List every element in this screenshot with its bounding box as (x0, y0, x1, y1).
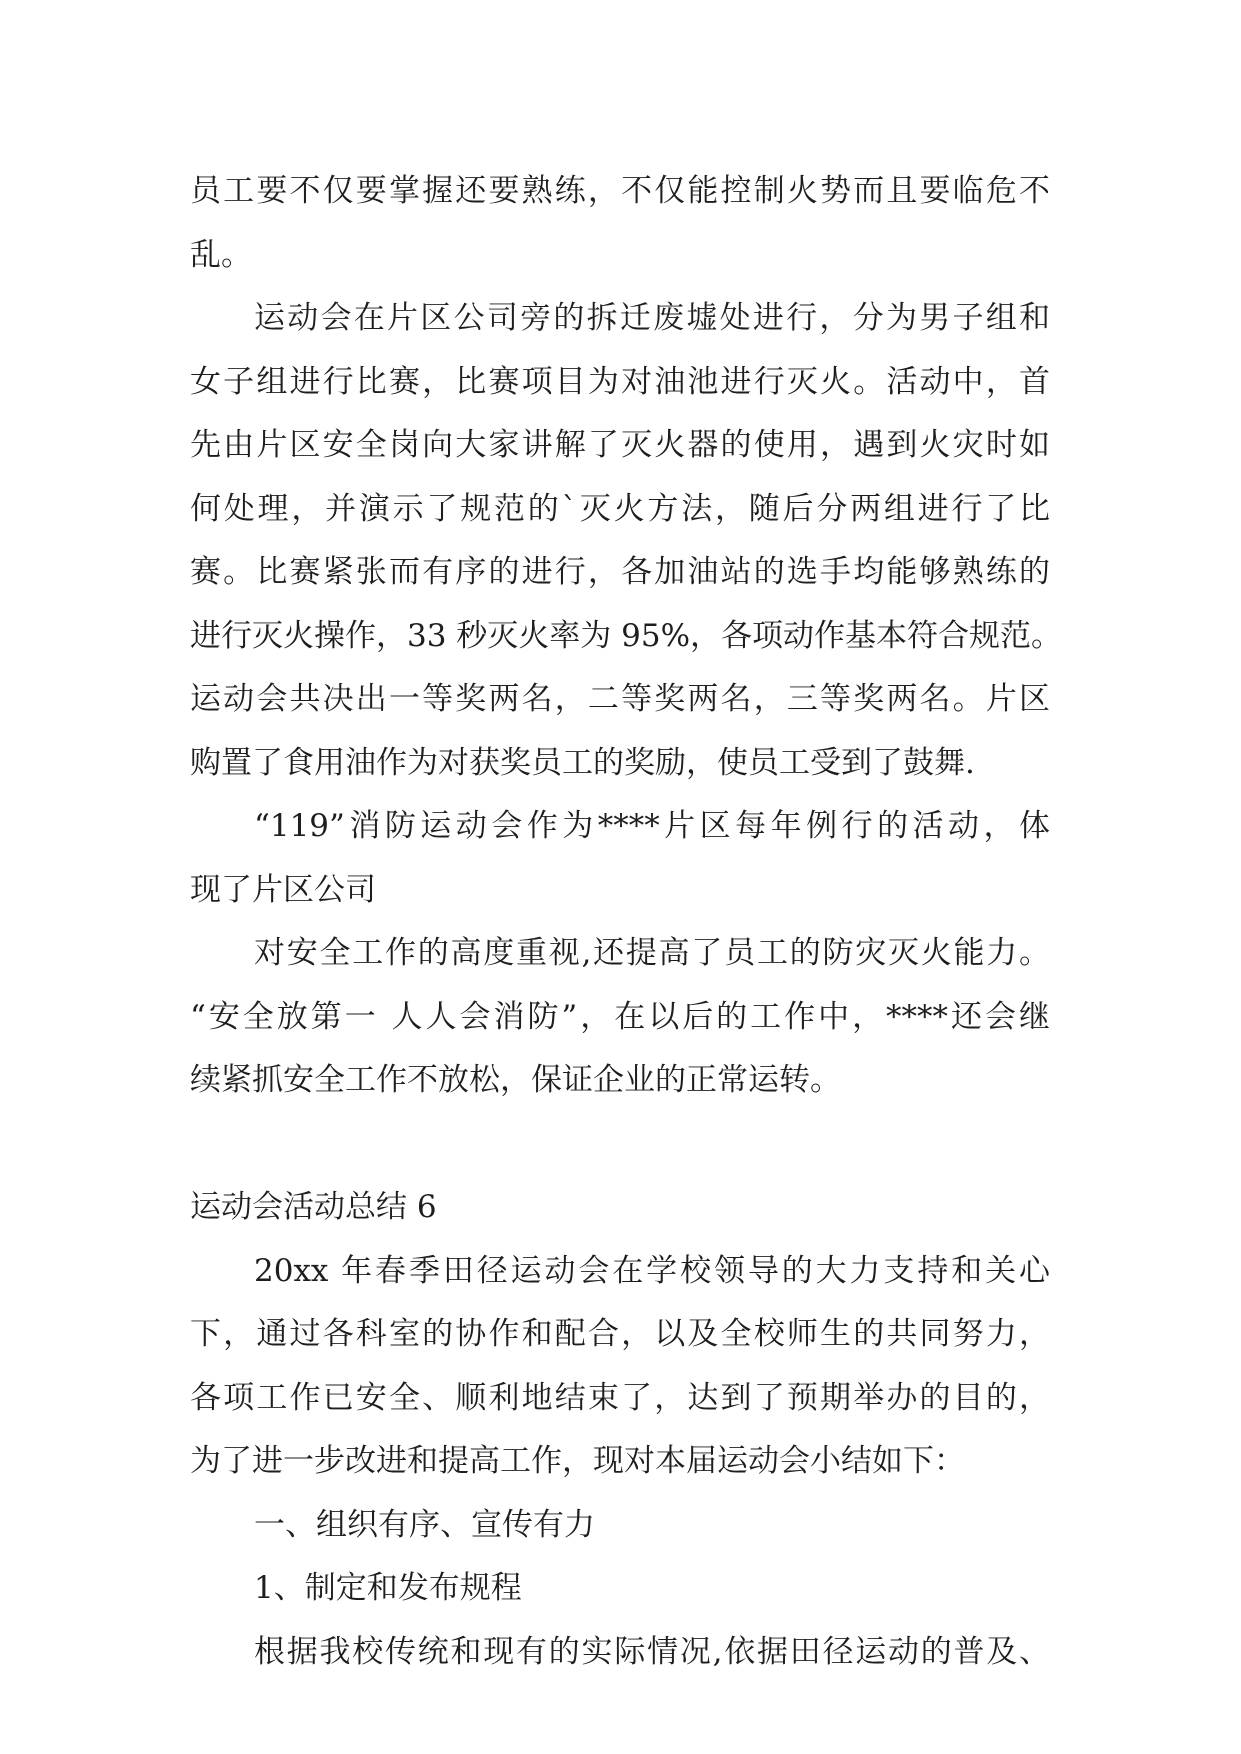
paragraph-line: 乱。 (190, 236, 252, 273)
paragraph-line: “安全放第一 人人会消防”，在以后的工作中，****还会继 (190, 998, 1050, 1035)
paragraph-line: 员工要不仅要掌握还要熟练，不仅能控制火势而且要临危不 (190, 173, 1050, 209)
blank-spacer (190, 1113, 1050, 1177)
paragraph-line: 赛。比赛紧张而有序的进行，各加油站的选手均能够熟练的 (190, 554, 1050, 590)
paragraph-line: 运动会共决出一等奖两名，二等奖两名，三等奖两名。片区 (190, 681, 1050, 717)
document-body (190, 160, 1063, 1684)
paragraph-line: 根据我校传统和现有的实际情况,依据田径运动的普及、 (254, 1633, 1050, 1670)
paragraph-line: 为了进一步改进和提高工作，现对本届运动会小结如下： (190, 1443, 965, 1479)
paragraph-line: 运动会在片区公司旁的拆迁废墟处进行，分为男子组和 (254, 300, 1050, 336)
paragraph-line: 女子组进行比赛，比赛项目为对油池进行灭火。活动中，首 (190, 363, 1050, 400)
heading-level-2: 1、制定和发布规程 (254, 1570, 522, 1606)
paragraph-line: 下，通过各科室的协作和配合，以及全校师生的共同努力， (190, 1316, 1050, 1352)
paragraph-line: 续紧抓安全工作不放松，保证企业的正常运转。 (190, 1062, 841, 1098)
paragraph-line: 对安全工作的高度重视,还提高了员工的防灾灭火能力。 (254, 935, 1050, 971)
paragraph-line: 进行灭火操作，33 秒灭火率为 95%，各项动作基本符合规范。 (190, 617, 1063, 654)
paragraph-line: 何处理，并演示了规范的`灭火方法，随后分两组进行了比 (190, 490, 1050, 527)
heading-level-1: 一、组织有序、宣传有力 (254, 1506, 595, 1543)
paragraph-line: 购置了食用油作为对获奖员工的奖励，使员工受到了鼓舞. (190, 744, 975, 781)
section-title: 运动会活动总结 6 (190, 1189, 437, 1225)
paragraph-line: 各项工作已安全、顺利地结束了，达到了预期举办的目的， (190, 1379, 1050, 1416)
paragraph-line: “119”消防运动会作为****片区每年例行的活动，体 (254, 808, 1050, 844)
paragraph-line: 20xx 年春季田径运动会在学校领导的大力支持和关心 (254, 1252, 1050, 1289)
paragraph-line: 现了片区公司 (190, 871, 376, 908)
paragraph-line: 先由片区安全岗向大家讲解了灭火器的使用，遇到火灾时如 (190, 427, 1050, 463)
